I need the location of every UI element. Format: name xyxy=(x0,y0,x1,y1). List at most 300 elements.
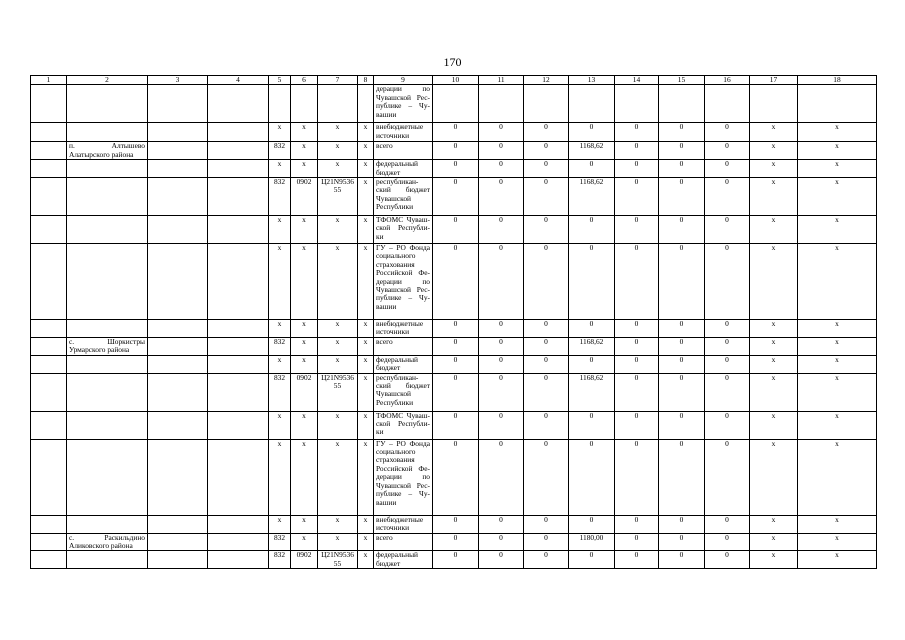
table-cell: внебюджетные источники xyxy=(374,123,433,142)
value-cell: х xyxy=(798,338,877,356)
table-cell xyxy=(31,533,67,551)
value-cell: 0 xyxy=(615,244,659,320)
table-cell: х xyxy=(291,216,318,244)
table-cell: х xyxy=(358,533,374,551)
table-cell xyxy=(615,85,659,123)
value-cell: 0 xyxy=(479,244,524,320)
table-cell xyxy=(208,244,269,320)
table-cell: х xyxy=(358,216,374,244)
table-cell: х xyxy=(318,244,358,320)
source-label: республикан-ский бюджет Чувашской Республики xyxy=(374,178,433,216)
value-cell: 1168,62 xyxy=(569,142,615,160)
table-cell xyxy=(659,85,705,123)
table-cell xyxy=(318,85,358,123)
value-cell: х xyxy=(750,178,798,216)
table-cell xyxy=(148,85,208,123)
value-cell: 0 xyxy=(659,515,705,533)
value-cell: 0 xyxy=(659,142,705,160)
value-cell: 0 xyxy=(705,320,750,338)
table-cell xyxy=(148,123,208,142)
table-cell: х xyxy=(291,515,318,533)
table-cell xyxy=(31,244,67,320)
value-cell: х xyxy=(798,142,877,160)
value-cell: х xyxy=(750,142,798,160)
table-cell xyxy=(31,320,67,338)
table-cell xyxy=(208,338,269,356)
value-cell: 0 xyxy=(705,439,750,515)
table-cell: х xyxy=(291,533,318,551)
value-cell: 0 xyxy=(705,551,750,569)
value-cell: 0 xyxy=(569,355,615,373)
value-cell: 0 xyxy=(524,411,569,439)
table-cell: х xyxy=(358,551,374,569)
table-cell: 0 xyxy=(615,123,659,142)
value-cell: 0 xyxy=(569,244,615,320)
table-row xyxy=(31,551,877,569)
table-cell: 0902 xyxy=(291,178,318,216)
header-cell: 2 xyxy=(67,76,148,85)
value-cell: х xyxy=(798,439,877,515)
source-label: федеральный бюджет xyxy=(374,551,433,569)
value-cell: 0 xyxy=(615,411,659,439)
table-cell xyxy=(31,85,67,123)
value-cell: х xyxy=(798,355,877,373)
source-label: ГУ – РО Фонда социального страхования Российской Фе-дерации по Чувашской Рес-публике – Чу-вашии xyxy=(374,244,433,320)
value-cell: 0 xyxy=(659,216,705,244)
table-cell: х xyxy=(358,142,374,160)
table-cell xyxy=(148,178,208,216)
value-cell: х xyxy=(798,373,877,411)
value-cell: 0 xyxy=(659,533,705,551)
value-cell: 0 xyxy=(615,320,659,338)
table-cell xyxy=(750,85,798,123)
value-cell: х xyxy=(750,338,798,356)
header-cell: 13 xyxy=(569,76,615,85)
value-cell: х xyxy=(750,533,798,551)
header-cell: 11 xyxy=(479,76,524,85)
value-cell: 0 xyxy=(524,142,569,160)
table-cell: х xyxy=(798,123,877,142)
table-cell: х xyxy=(269,320,291,338)
table-cell xyxy=(433,85,479,123)
table-cell: х xyxy=(318,411,358,439)
locality-name xyxy=(67,515,148,533)
header-cell: 4 xyxy=(208,76,269,85)
table-cell: х xyxy=(291,244,318,320)
table-cell xyxy=(31,373,67,411)
value-cell: 0 xyxy=(659,439,705,515)
table-cell xyxy=(148,160,208,178)
table-cell: х xyxy=(291,142,318,160)
value-cell: х xyxy=(750,515,798,533)
value-cell: х xyxy=(798,178,877,216)
value-cell: 0 xyxy=(479,439,524,515)
table-cell: х xyxy=(750,123,798,142)
header-cell: 9 xyxy=(374,76,433,85)
table-cell xyxy=(148,551,208,569)
header-cell: 15 xyxy=(659,76,705,85)
locality-name xyxy=(67,439,148,515)
value-cell: 0 xyxy=(569,551,615,569)
table-cell xyxy=(798,85,877,123)
value-cell: 0 xyxy=(705,355,750,373)
value-cell: 0 xyxy=(479,533,524,551)
value-cell: 0 xyxy=(433,551,479,569)
table-cell: 832 xyxy=(269,373,291,411)
value-cell: 0 xyxy=(433,373,479,411)
table-cell xyxy=(31,123,67,142)
table-cell: х xyxy=(358,338,374,356)
table-cell: 0 xyxy=(705,123,750,142)
value-cell: 0 xyxy=(705,178,750,216)
table-cell xyxy=(208,439,269,515)
value-cell: 0 xyxy=(479,142,524,160)
table-cell xyxy=(208,551,269,569)
table-cell: х xyxy=(318,515,358,533)
value-cell: 0 xyxy=(659,338,705,356)
table-cell: х xyxy=(358,160,374,178)
table-cell xyxy=(148,439,208,515)
table-cell: х xyxy=(269,216,291,244)
value-cell: 0 xyxy=(433,178,479,216)
value-cell: 0 xyxy=(569,160,615,178)
table-cell xyxy=(358,85,374,123)
value-cell: 0 xyxy=(659,160,705,178)
source-label: внебюджетные источники xyxy=(374,515,433,533)
table-cell: х xyxy=(291,320,318,338)
header-cell: 10 xyxy=(433,76,479,85)
value-cell: 0 xyxy=(615,216,659,244)
value-cell: 0 xyxy=(479,515,524,533)
table-row xyxy=(31,123,877,142)
table-cell xyxy=(31,216,67,244)
value-cell: 0 xyxy=(433,533,479,551)
value-cell: 0 xyxy=(479,216,524,244)
table-cell xyxy=(31,142,67,160)
table-cell xyxy=(31,411,67,439)
table-cell xyxy=(208,142,269,160)
table-row xyxy=(31,338,877,356)
table-cell xyxy=(208,373,269,411)
value-cell: х xyxy=(798,411,877,439)
header-cell: 17 xyxy=(750,76,798,85)
table-cell: х xyxy=(318,439,358,515)
table-cell: Ц21N9536 55 xyxy=(318,373,358,411)
locality-name xyxy=(67,244,148,320)
table-cell: 0 xyxy=(524,123,569,142)
value-cell: х xyxy=(798,515,877,533)
table-cell: х xyxy=(291,160,318,178)
table-row xyxy=(31,320,877,338)
table-cell: х xyxy=(318,320,358,338)
locality-name xyxy=(67,551,148,569)
value-cell: 0 xyxy=(433,142,479,160)
table-cell xyxy=(479,85,524,123)
budget-table xyxy=(30,75,877,569)
value-cell: 0 xyxy=(705,533,750,551)
table-cell: х xyxy=(318,142,358,160)
value-cell: 0 xyxy=(524,551,569,569)
value-cell: х xyxy=(750,244,798,320)
table-cell: Ц21N9536 55 xyxy=(318,178,358,216)
value-cell: 0 xyxy=(615,439,659,515)
table-cell xyxy=(31,178,67,216)
value-cell: 0 xyxy=(615,142,659,160)
table-row xyxy=(31,85,877,123)
value-cell: 0 xyxy=(524,355,569,373)
value-cell: 0 xyxy=(659,355,705,373)
page-number: 170 xyxy=(443,55,462,69)
table-cell xyxy=(148,320,208,338)
value-cell: 0 xyxy=(479,551,524,569)
table-cell xyxy=(208,178,269,216)
value-cell: х xyxy=(750,411,798,439)
value-cell: 1180,00 xyxy=(569,533,615,551)
value-cell: 0 xyxy=(479,338,524,356)
table-cell: х xyxy=(318,123,358,142)
table-cell: 832 xyxy=(269,338,291,356)
header-cell: 6 xyxy=(291,76,318,85)
value-cell: 0 xyxy=(433,244,479,320)
table-cell xyxy=(148,216,208,244)
table-row xyxy=(31,244,877,320)
locality-name xyxy=(67,355,148,373)
table-cell: х xyxy=(318,533,358,551)
table-cell: х xyxy=(318,355,358,373)
value-cell: 0 xyxy=(433,320,479,338)
table-cell xyxy=(148,515,208,533)
table-cell: х xyxy=(269,244,291,320)
value-cell: х xyxy=(798,160,877,178)
locality-name: с. Раскильдино Аликовского района xyxy=(67,533,148,551)
value-cell: 0 xyxy=(433,515,479,533)
value-cell: 0 xyxy=(524,373,569,411)
table-cell xyxy=(148,142,208,160)
value-cell: 0 xyxy=(705,373,750,411)
value-cell: 0 xyxy=(615,373,659,411)
value-cell: х xyxy=(750,373,798,411)
table-cell xyxy=(31,338,67,356)
source-label: ГУ – РО Фонда социального страхования Российской Фе-дерации по Чувашской Рес-публике – Чу-вашии xyxy=(374,439,433,515)
value-cell: 0 xyxy=(524,216,569,244)
table-cell xyxy=(31,355,67,373)
table-cell xyxy=(208,533,269,551)
value-cell: 0 xyxy=(705,515,750,533)
value-cell: 0 xyxy=(659,320,705,338)
table-row xyxy=(31,178,877,216)
locality-name xyxy=(67,320,148,338)
value-cell: 0 xyxy=(479,160,524,178)
table-cell: Ц21N9536 55 xyxy=(318,551,358,569)
table-row xyxy=(31,160,877,178)
table-cell xyxy=(524,85,569,123)
value-cell: 0 xyxy=(615,551,659,569)
value-cell: х xyxy=(750,551,798,569)
table-cell xyxy=(291,85,318,123)
table-cell: 832 xyxy=(269,551,291,569)
table-cell xyxy=(148,338,208,356)
value-cell: 0 xyxy=(705,244,750,320)
source-label: ТФОМС Чуваш-ской Республи-ки xyxy=(374,216,433,244)
value-cell: 1168,62 xyxy=(569,338,615,356)
value-cell: х xyxy=(750,355,798,373)
source-label: федеральный бюджет xyxy=(374,355,433,373)
value-cell: 0 xyxy=(479,355,524,373)
value-cell: 0 xyxy=(433,439,479,515)
value-cell: х xyxy=(750,160,798,178)
table-cell: х xyxy=(291,355,318,373)
header-cell: 5 xyxy=(269,76,291,85)
locality-name xyxy=(67,216,148,244)
value-cell: 0 xyxy=(524,515,569,533)
value-cell: 0 xyxy=(524,533,569,551)
table-cell xyxy=(148,373,208,411)
header-cell: 12 xyxy=(524,76,569,85)
header-row xyxy=(31,76,877,85)
table-cell: 832 xyxy=(269,142,291,160)
table-cell: 0902 xyxy=(291,373,318,411)
value-cell: 0 xyxy=(615,533,659,551)
source-label: всего xyxy=(374,142,433,160)
header-cell: 8 xyxy=(358,76,374,85)
value-cell: 0 xyxy=(433,160,479,178)
table-row xyxy=(31,373,877,411)
header-cell: 14 xyxy=(615,76,659,85)
table-cell: х xyxy=(269,355,291,373)
value-cell: х xyxy=(798,551,877,569)
table-cell: х xyxy=(318,160,358,178)
table-row xyxy=(31,355,877,373)
source-label: ТФОМС Чуваш-ской Республи-ки xyxy=(374,411,433,439)
table-cell: х xyxy=(358,178,374,216)
value-cell: 0 xyxy=(479,373,524,411)
table-cell xyxy=(208,160,269,178)
table-row xyxy=(31,216,877,244)
table-cell: х xyxy=(269,411,291,439)
source-label: федеральный бюджет xyxy=(374,160,433,178)
value-cell: 0 xyxy=(569,515,615,533)
table-cell: дерации по Чувашской Рес-публике – Чу-вашии xyxy=(374,85,433,123)
table-cell xyxy=(208,355,269,373)
table-cell: 0 xyxy=(433,123,479,142)
table-row xyxy=(31,439,877,515)
table-cell xyxy=(148,355,208,373)
table-cell xyxy=(208,320,269,338)
table-cell: х xyxy=(358,411,374,439)
table-cell: 0902 xyxy=(291,551,318,569)
value-cell: 0 xyxy=(569,216,615,244)
table-cell xyxy=(31,160,67,178)
table-cell xyxy=(31,515,67,533)
table-cell: х xyxy=(269,439,291,515)
table-cell xyxy=(31,439,67,515)
table-cell: х xyxy=(358,439,374,515)
value-cell: 0 xyxy=(659,551,705,569)
value-cell: 0 xyxy=(615,338,659,356)
value-cell: 0 xyxy=(524,178,569,216)
locality-name: с. Шоркистры Урмарского района xyxy=(67,338,148,356)
table-row xyxy=(31,411,877,439)
value-cell: 0 xyxy=(659,244,705,320)
value-cell: 0 xyxy=(569,320,615,338)
locality-name: п. Алтышево Алатырского района xyxy=(67,142,148,160)
header-cell: 7 xyxy=(318,76,358,85)
table-cell: х xyxy=(358,244,374,320)
table-cell: х xyxy=(269,123,291,142)
value-cell: х xyxy=(750,216,798,244)
value-cell: 0 xyxy=(433,216,479,244)
value-cell: 0 xyxy=(705,411,750,439)
table-cell xyxy=(569,85,615,123)
table-cell: 832 xyxy=(269,533,291,551)
table-cell: х xyxy=(269,515,291,533)
value-cell: 0 xyxy=(705,338,750,356)
table-cell: 0 xyxy=(569,123,615,142)
value-cell: 0 xyxy=(615,160,659,178)
value-cell: 1168,62 xyxy=(569,373,615,411)
table-cell: 0 xyxy=(479,123,524,142)
table-cell: х xyxy=(358,373,374,411)
value-cell: 0 xyxy=(433,338,479,356)
table-cell xyxy=(208,411,269,439)
table-cell xyxy=(705,85,750,123)
value-cell: 0 xyxy=(659,411,705,439)
table-cell xyxy=(208,216,269,244)
table-row xyxy=(31,142,877,160)
locality-name xyxy=(67,411,148,439)
table-cell xyxy=(148,411,208,439)
table-cell xyxy=(269,85,291,123)
value-cell: 0 xyxy=(479,320,524,338)
value-cell: 0 xyxy=(433,355,479,373)
source-label: республикан-ский бюджет Чувашской Республики xyxy=(374,373,433,411)
value-cell: х xyxy=(798,216,877,244)
table-cell: 0 xyxy=(659,123,705,142)
header-cell: 16 xyxy=(705,76,750,85)
table-body xyxy=(31,85,877,569)
value-cell: 0 xyxy=(615,515,659,533)
table-cell: х xyxy=(269,160,291,178)
source-label: всего xyxy=(374,338,433,356)
table-cell xyxy=(67,85,148,123)
value-cell: 0 xyxy=(479,178,524,216)
table-cell: х xyxy=(291,123,318,142)
source-label: внебюджетные источники xyxy=(374,320,433,338)
value-cell: х xyxy=(798,244,877,320)
table-cell: 832 xyxy=(269,178,291,216)
table-cell xyxy=(148,533,208,551)
table-cell: х xyxy=(291,439,318,515)
value-cell: 0 xyxy=(433,411,479,439)
value-cell: 0 xyxy=(524,244,569,320)
table-cell: х xyxy=(358,320,374,338)
table-cell: х xyxy=(291,338,318,356)
value-cell: 0 xyxy=(659,373,705,411)
table-cell xyxy=(208,85,269,123)
value-cell: 0 xyxy=(659,178,705,216)
table-cell: х xyxy=(318,338,358,356)
value-cell: 0 xyxy=(615,178,659,216)
value-cell: 0 xyxy=(569,411,615,439)
table-cell xyxy=(148,244,208,320)
table-cell xyxy=(67,123,148,142)
value-cell: 0 xyxy=(524,439,569,515)
value-cell: 0 xyxy=(524,320,569,338)
value-cell: 1168,62 xyxy=(569,178,615,216)
locality-name xyxy=(67,178,148,216)
table-cell: х xyxy=(291,411,318,439)
value-cell: 0 xyxy=(705,160,750,178)
